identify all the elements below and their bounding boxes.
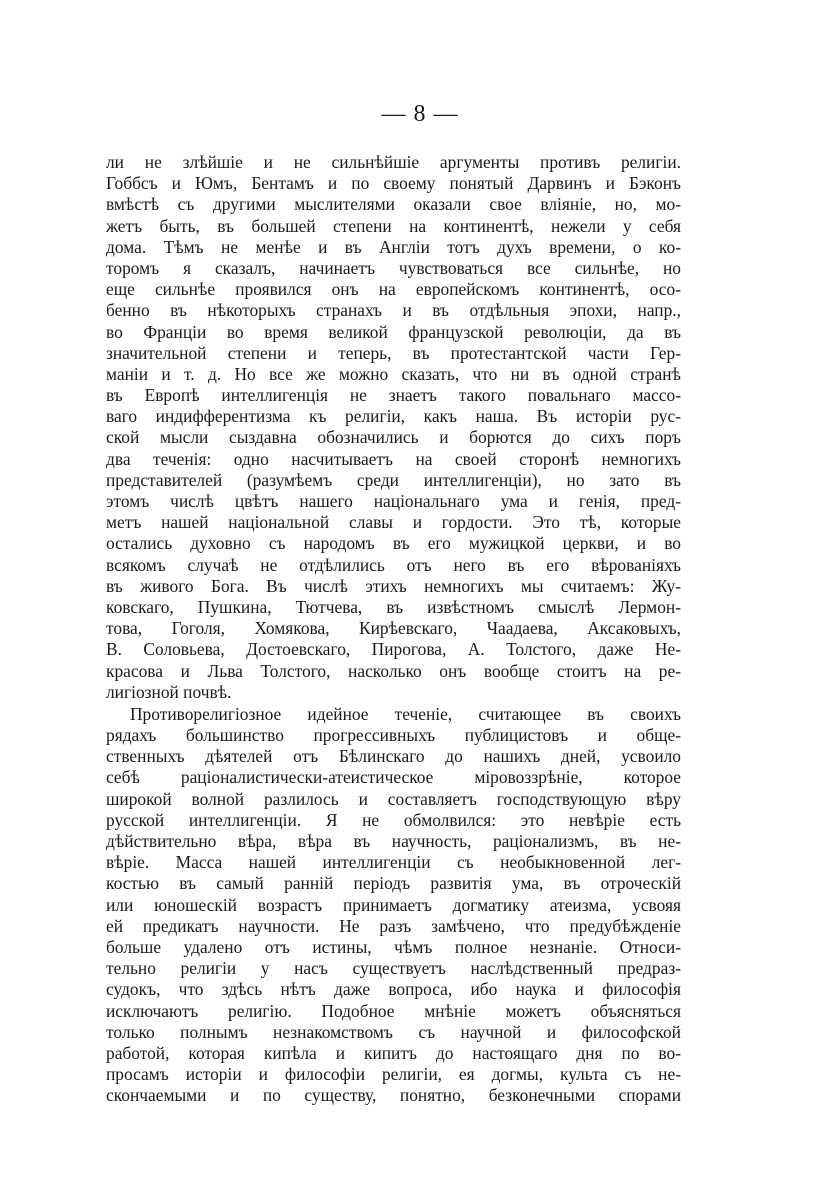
- text-line: тельно религіи у насъ существуетъ наслѣдственный предраз-: [106, 958, 681, 979]
- text-line: въ живого Бога. Въ числѣ этихъ немногихъ мы считаемъ: Жу-: [106, 575, 681, 596]
- text-line: значительной степени и теперь, въ протестантской части Гер-: [106, 342, 681, 363]
- text-line: себѣ раціоналистически-атеистическое міровоззрѣніе, которое: [106, 767, 681, 788]
- text-line: въ Европѣ интеллигенція не знаетъ такого повальнаго массо-: [106, 385, 681, 406]
- text-line: торомъ я сказалъ, начинаетъ чувствоваться все сильнѣе, но: [106, 257, 681, 278]
- paragraph-1: [106, 152, 681, 703]
- text-line: това, Гоголя, Хомякова, Кирѣевскаго, Чаадаева, Аксаковыхъ,: [106, 618, 681, 639]
- text-line: просамъ исторіи и философіи религіи, ея догмы, культа съ не-: [106, 1064, 681, 1085]
- text-line: Противорелигіозное идейное теченіе, считающее въ своихъ: [130, 703, 681, 724]
- text-line: маніи и т. д. Но все же можно сказать, что ни въ одной странѣ: [106, 363, 681, 384]
- text-line: работой, которая кипѣла и кипитъ до настоящаго дня по во-: [106, 1042, 681, 1063]
- text-line: вмѣстѣ съ другими мыслителями оказали свое вліяніе, но, мо-: [106, 194, 681, 215]
- body-text: [106, 152, 681, 1106]
- text-line: два теченія: одно насчитываетъ на своей сторонѣ немногихъ: [106, 448, 681, 469]
- text-line: красова и Льва Толстого, насколько онъ вообще стоитъ на ре-: [106, 660, 681, 681]
- text-line: остались духовно съ народомъ въ его мужицкой церкви, и во: [106, 533, 681, 554]
- text-line: только полнымъ незнакомствомъ съ научной и философской: [106, 1021, 681, 1042]
- text-line: дома. Тѣмъ не менѣе и въ Англіи тотъ духъ времени, о ко-: [106, 236, 681, 257]
- text-line: костью въ самый ранній періодъ развитія ума, въ отроческій: [106, 873, 681, 894]
- text-line: во Франціи во время великой французской революціи, да въ: [106, 321, 681, 342]
- text-line: русской интеллигенціи. Я не обмолвился: это невѣріе есть: [106, 809, 681, 830]
- text-line: ковскаго, Пушкина, Тютчева, въ извѣстномъ смыслѣ Лермон-: [106, 596, 681, 617]
- text-line: рядахъ большинство прогрессивныхъ публицистовъ и обще-: [106, 725, 681, 746]
- text-line: ской мысли сыздавна обозначились и борются до сихъ поръ: [106, 427, 681, 448]
- text-line: всякомъ случаѣ не отдѣлились отъ него въ его вѣрованіяхъ: [106, 554, 681, 575]
- text-line: ваго индифферентизма къ религіи, какъ наша. Въ исторіи рус-: [106, 406, 681, 427]
- text-line: дѣйствительно вѣра, вѣра въ научность, раціонализмъ, въ не-: [106, 831, 681, 851]
- text-line: судокъ, что здѣсь нѣтъ даже вопроса, ибо наука и философія: [106, 979, 681, 1000]
- text-line: Гоббсъ и Юмъ, Бентамъ и по своему понятый Дарвинъ и Бэконъ: [106, 173, 681, 194]
- text-line: вѣріе. Масса нашей интеллигенціи съ необыкновенной лег-: [106, 852, 681, 873]
- text-line: бенно въ нѣкоторыхъ странахъ и въ отдѣльныя эпохи, напр.,: [106, 300, 681, 321]
- text-line: скончаемыми и по существу, понятно, безконечными спорами: [106, 1085, 681, 1106]
- text-line: исключаютъ религію. Подобное мнѣніе можетъ объясняться: [106, 1000, 681, 1021]
- paragraph-2: [106, 704, 681, 1107]
- text-line: представителей (разумѣемъ среди интеллигенціи), но зато въ: [106, 469, 681, 490]
- text-line: больше удалено отъ истины, чѣмъ полное незнаніе. Относи-: [106, 936, 681, 957]
- text-line: ли не злѣйшіе и не сильнѣйшіе аргументы противъ религіи.: [106, 152, 681, 172]
- text-line: ей предикатъ научности. Не разъ замѣчено, что предубѣжденіе: [106, 915, 681, 936]
- page-number: — 8 —: [381, 101, 459, 127]
- text-line: этомъ числѣ цвѣтъ нашего національнаго ума и генія, пред-: [106, 491, 681, 511]
- text-line: ственныхъ дѣятелей отъ Бѣлинскаго до нашихъ дней, усвоило: [106, 746, 681, 767]
- text-line: еще сильнѣе проявился онъ на европейскомъ континентѣ, осо-: [106, 279, 681, 300]
- text-line: лигіозной почвѣ.: [106, 681, 232, 702]
- text-line: жетъ быть, въ большей степени на континентѣ, нежели у себя: [106, 215, 681, 236]
- text-line: метъ нашей національной славы и гордости. Это тѣ, которые: [106, 512, 681, 533]
- text-line: или юношескій возрастъ принимаетъ догматику атеизма, усвояя: [106, 894, 681, 915]
- text-line: широкой волной разлилось и составляетъ господствующую вѣру: [106, 788, 681, 809]
- text-line: В. Соловьева, Достоевскаго, Пирогова, А. Толстого, даже Не-: [106, 639, 681, 660]
